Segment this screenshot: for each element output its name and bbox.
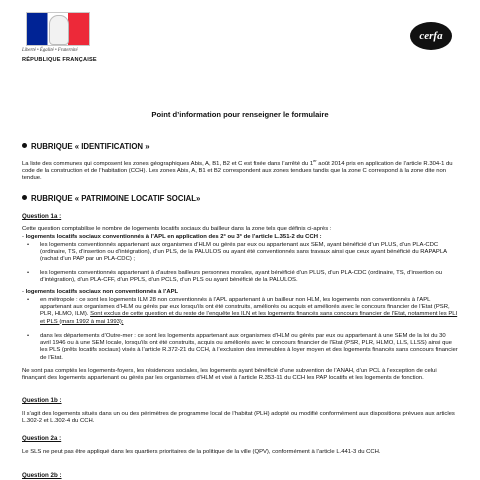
marianne-emblem-icon bbox=[26, 12, 90, 46]
section-heading-patrimoine: RUBRIQUE « PATRIMOINE LOCATIF SOCIAL» bbox=[22, 194, 200, 203]
cerfa-logo: cerfa bbox=[410, 22, 452, 50]
subheading-non-conventionnes: - logements locatifs sociaux non conventionnés à l’APL bbox=[22, 289, 179, 295]
question-1a-intro: Cette question comptabilise le nombre de logements locatifs sociaux du bailleur dans la zone tels que définis ci-après : bbox=[22, 226, 332, 232]
bullet-icon bbox=[22, 195, 27, 200]
question-2b-label: Question 2b : bbox=[22, 472, 62, 479]
bullet-icon bbox=[22, 143, 27, 148]
section-heading-identification: RUBRIQUE « IDENTIFICATION » bbox=[22, 142, 150, 151]
document-title: Point d’information pour renseigner le formulaire bbox=[151, 110, 329, 119]
question-2a-text: Le SLS ne peut pas être appliqué dans les quartiers prioritaires de la politique de la ville (QPV), conformément à l’article L.441-3 du CCH. bbox=[22, 449, 381, 455]
question-1b-text: Il s’agit des logements situés dans un ou des périmètres de programme local de l’habitat (PLH) adopté ou modifié conformément aux dispositions prévues aux articles L.302-2 et L.302-4 du CCH. bbox=[22, 411, 455, 425]
question-2a-label: Question 2a : bbox=[22, 435, 62, 442]
subheading-conventionnes: - logements locatifs sociaux conventionnés à l’APL en application des 2° ou 3° de l’article L.351-2 du CCH : bbox=[22, 234, 322, 240]
question-1b-label: Question 1b : bbox=[22, 397, 62, 404]
republic-motto: Liberté • Égalité • Fraternité bbox=[22, 48, 78, 53]
exclusion-note: Ne sont pas comptés les logements-foyers, les résidences sociales, les logements ayant bénéficié d’une subvention de l’ANAH, d’un PCL à l’exception de celui finançant des logements appartenant ou gérés par les organismes d’HLM et visé à l’article R.353-11 du CCH les PAP locatifs et les logements de fonction. bbox=[22, 368, 437, 382]
republic-name: RÉPUBLIQUE FRANÇAISE bbox=[22, 57, 97, 63]
republique-francaise-logo bbox=[20, 12, 110, 64]
identification-paragraph: La liste des communes qui composent les zones géographiques Abis, A, B1, B2 et C est fixée dans l’arrêté du 1er août 2014 pris en application de l’article R.304-1 du code de la construction et de l’habitation (CCH). Les zones Abis, A, B1 et B2 correspondent aux zones tendues tandis que la zone C correspond à la zone dite non tendue. bbox=[22, 158, 453, 182]
question-1a-label: Question 1a : bbox=[22, 213, 62, 220]
document-page: Liberté • Égalité • Fraternité RÉPUBLIQUE FRANÇAISE cerfa Point d’information pour renseigner le formulaire RUBRIQUE « IDENTIFICATION » La liste des communes qui composent les zones géographiques Abis, A, B1, B2 et C est fixée dans l’arrêté du 1er août 2014 pris en application de l’article R.304-1 du code de la construction et de l’habitation (CCH). Les zones Abis, A, B1 et B2 correspondent aux zones tendues tandis que la zone C correspond à la zone dite non tendue. RUBRIQUE « PATRIMOINE LOCATIF SOCIAL» Question 1a : Cette question comptabilise le nombre de logements locatifs sociaux du bailleur dans la zone tels que définis ci-après : - logements locatifs sociaux conventionnés à l’APL en application des 2° ou 3° de l’article L.351-2 du CCH : • les logements conventionnés appartenant aux organismes d’HLM ou gérés par eux ou appartenant aux SEM, ayant bénéficié d’un PLUS, d’un PLA-CDC (ordinaire, TS, d’insertion ou d’intégration), d’un PLS, de la PALULOS ou ayant été conventionnés sans travaux ainsi que ceux ayant bénéficié du RAPAPLA (rachat d’un PAP par un PLA-CDC) ; • les logements conventionnés appartenant à d’autres bailleurs personnes morales, ayant bénéficié d’un PLUS, d’un PLA-CDC (ordinaire, TS, d’insertion ou d’intégration), d’un PLA-CFF, d’un PPLS, d’un PCLS, d’un PLS ou ayant bénéficié de la PALULOS. - logements locatifs sociaux non conventionnés à l’APL • en métropole : ce sont les logements ILM 28 non conventionnés à l’APL appartenant à un bailleur non HLM, les logements non conventionnés à l’APL appartenant aux organismes d’HLM ou gérés par eux lorsqu’ils ont été construits, améliorés ou acquis et améliorés avec le concours financier de l’Etat (PSR, PLR, HLMO, ILM). Sont exclus de cette question et du reste de l’enquête les ILN et les logements financés sans concours financier de l’Etat, notamment les PLI et PLS (mars 1992 à mai 1993); • dans les départements d’Outre-mer : ce sont les logements appartenant aux organismes d’HLM ou gérés par eux ou appartenant à une SEM de la loi du 30 avril 1946 ou à une SEM locale, lorsqu’ils ont été construits, acquis ou améliorés avec le concours financier de l’Etat (PSR, PLR, HLMO, LLS, LLSS) ainsi que les PLS (prêts locatifs sociaux) visés à l’article R.372-21 du CCH, à l’exclusion des immeubles à loyer moyen et des logements financés sans concours financier de l’Etat. Ne sont pas comptés les logements-foyers, les résidences sociales, les logements ayant bénéficié d’une subvention de l’ANAH, d’un PCL à l’exception de celui finançant des logements appartenant ou gérés par les organismes d’HLM et visé à l’article R.353-11 du CCH les PAP locatifs et les logements de fonction. Question 1b : Il s’agit des logements situés dans un ou des périmètres de programme local de l’habitat (PLH) adopté ou modifié conformément aux dispositions prévues aux articles L.302-2 et L.302-4 du CCH. Question 2a : Le SLS ne peut pas être appliqué dans les quartiers prioritaires de la politique de la ville (QPV), conformément à l’article L.441-3 du CCH. Question 2b : bbox=[0, 0, 480, 480]
